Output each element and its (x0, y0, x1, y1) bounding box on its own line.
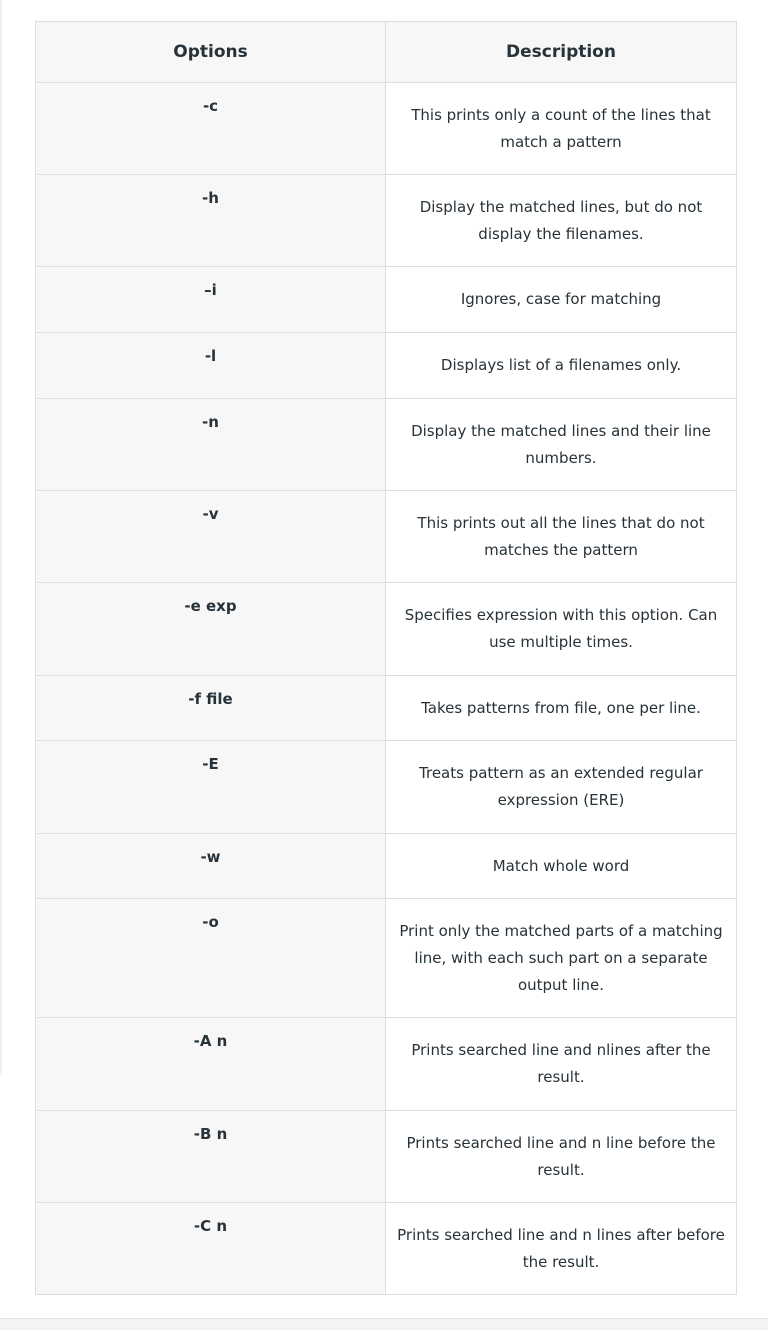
table-header-row (36, 22, 737, 83)
description-cell: Display the matched lines, but do not display the filenames. (386, 175, 737, 267)
description-cell: Prints searched line and n lines after before the result. (386, 1203, 737, 1295)
table-row (36, 1203, 737, 1295)
description-cell: Takes patterns from file, one per line. (386, 676, 737, 741)
option-cell: -C n (36, 1203, 386, 1295)
description-cell: Match whole word (386, 834, 737, 899)
description-cell: This prints out all the lines that do not matches the pattern (386, 491, 737, 583)
table-row (36, 267, 737, 333)
table-row (36, 1111, 737, 1203)
table-row (36, 676, 737, 741)
table-row (36, 333, 737, 399)
table-row (36, 83, 737, 175)
description-cell: Prints searched line and n line before the result. (386, 1111, 737, 1203)
left-edge-divider (0, 0, 2, 1075)
table-row (36, 491, 737, 583)
table-row (36, 899, 737, 1018)
description-cell: Treats pattern as an extended regular expression (ERE) (386, 741, 737, 834)
option-cell: -E (36, 741, 386, 834)
option-cell: -h (36, 175, 386, 267)
option-cell: -A n (36, 1018, 386, 1111)
description-cell: Display the matched lines and their line numbers. (386, 399, 737, 491)
grep-options-table (35, 21, 737, 1295)
description-cell: This prints only a count of the lines that match a pattern (386, 83, 737, 175)
description-cell: Displays list of a filenames only. (386, 333, 737, 399)
option-cell: -c (36, 83, 386, 175)
description-cell: Specifies expression with this option. Can use multiple times. (386, 583, 737, 676)
option-cell: –i (36, 267, 386, 333)
table-row (36, 1018, 737, 1111)
description-cell: Prints searched line and nlines after the result. (386, 1018, 737, 1111)
table-row (36, 583, 737, 676)
option-cell: -n (36, 399, 386, 491)
table-row (36, 175, 737, 267)
options-column-header: Options (36, 22, 386, 83)
table-row (36, 399, 737, 491)
option-cell: -l (36, 333, 386, 399)
option-cell: -e exp (36, 583, 386, 676)
option-cell: -B n (36, 1111, 386, 1203)
option-cell: -f file (36, 676, 386, 741)
option-cell: -o (36, 899, 386, 1018)
option-cell: -w (36, 834, 386, 899)
description-column-header: Description (386, 22, 737, 83)
table-row (36, 834, 737, 899)
bottom-section-edge (0, 1318, 768, 1330)
table-row (36, 741, 737, 834)
description-cell: Print only the matched parts of a matching line, with each such part on a separate output line. (386, 899, 737, 1018)
description-cell: Ignores, case for matching (386, 267, 737, 333)
option-cell: -v (36, 491, 386, 583)
